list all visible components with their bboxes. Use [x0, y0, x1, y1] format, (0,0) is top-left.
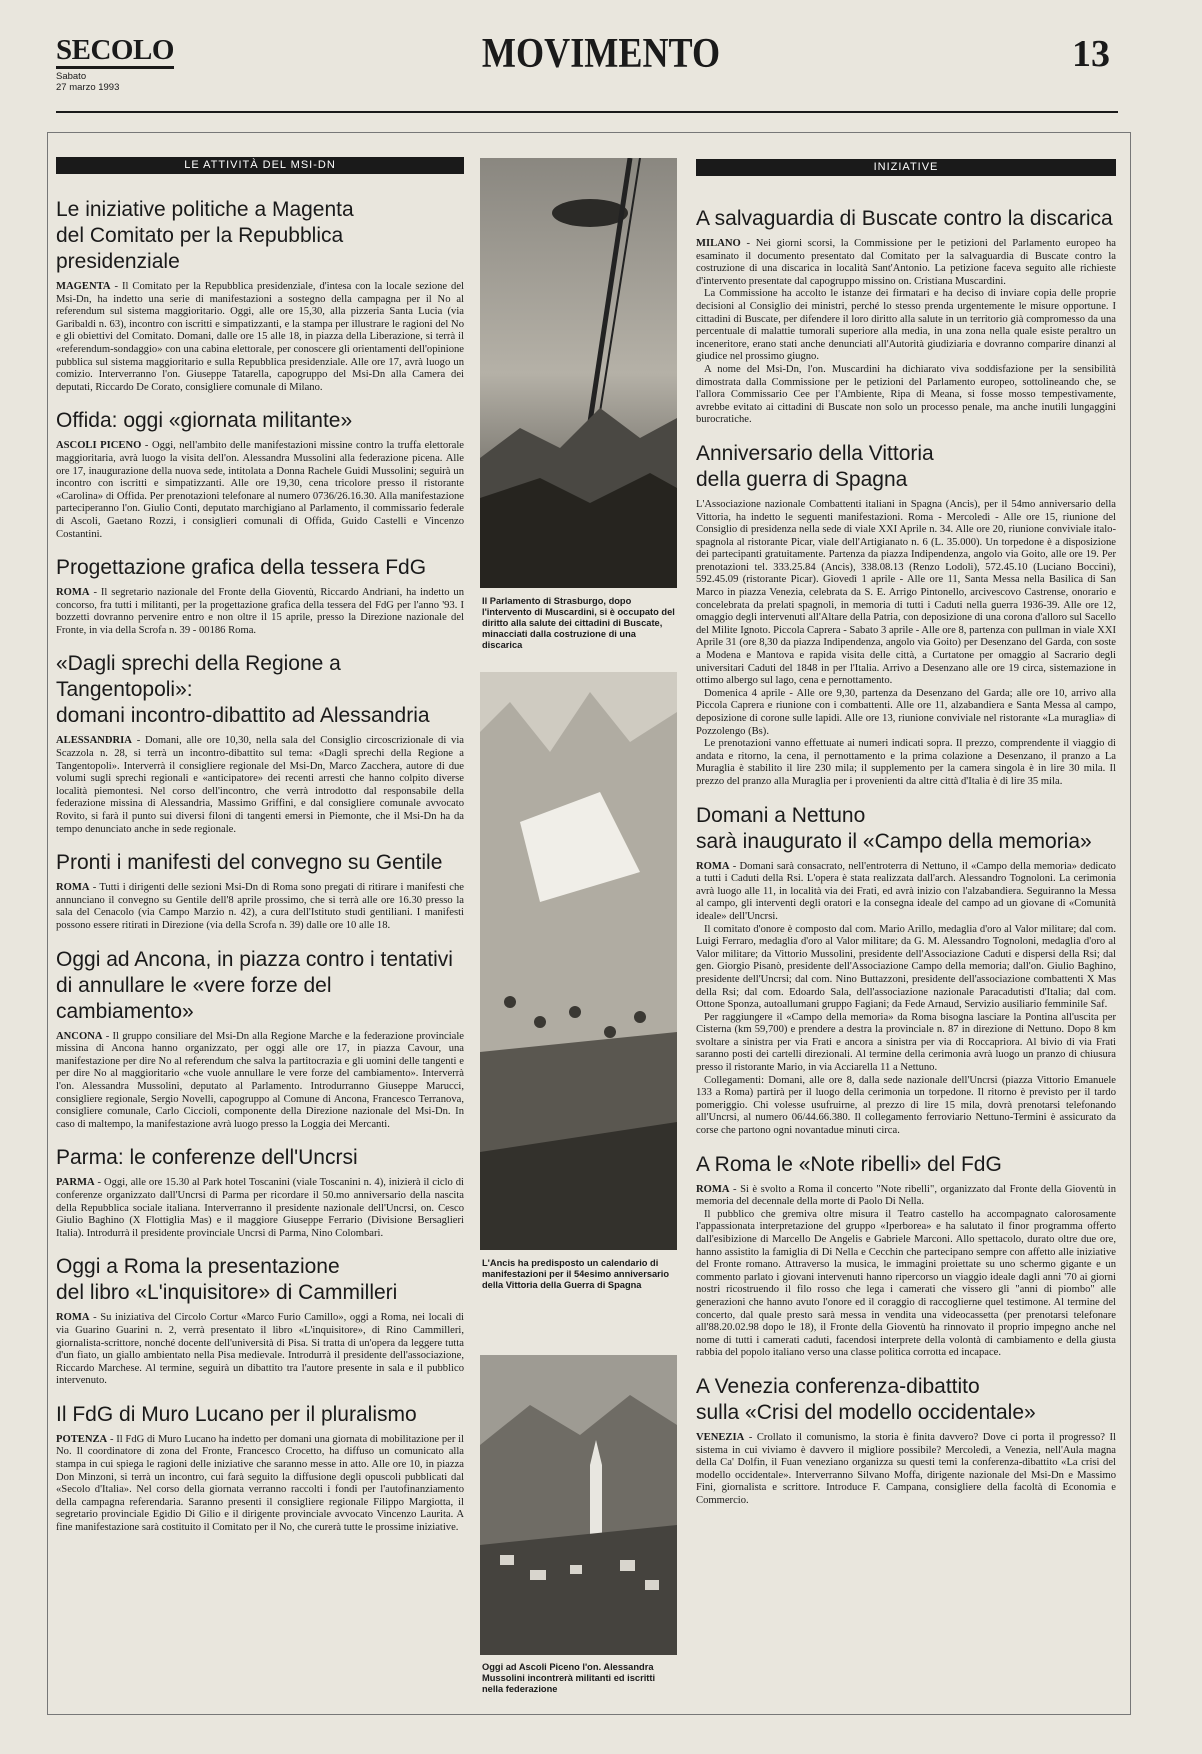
- article-body: [56, 1177, 464, 1240]
- article: [56, 1254, 464, 1388]
- paragraph-text: - Nei giorni scorsi, la Commissione per le petizioni del Parlamento europeo ha esaminato il documento presentato dal Comitato per la salvaguardia di Buscate contro la costruzione di una discarica in località Sant'Antonio. La petizione faceva seguito alle richieste d'intervento presentate dal capogruppo missino on. Cristiana Muscardini.: [696, 238, 1116, 287]
- article-dateline: ROMA: [56, 882, 90, 894]
- headline-line: Anniversario della Vittoria: [696, 441, 934, 465]
- article: [56, 651, 464, 836]
- article-body: [696, 1184, 1116, 1360]
- article-headline: [696, 441, 1116, 493]
- article-body: [696, 861, 1116, 1138]
- article-headline: [696, 1374, 1116, 1426]
- headline-line: «Dagli sprechi della Regione a Tangentopoli»:: [56, 652, 341, 702]
- headline-line: Offida: oggi «giornata militante»: [56, 409, 353, 433]
- paragraph-text: A nome del Msi-Dn, l'on. Muscardini ha dichiarato viva soddisfazione per la sensibilità dimostrata dalla Commissione per le petizioni del Parlamento europeo, sottolineando che, se l'allora Commissario Cee per l'Ambiente, Ripa di Meana, si fosse mosso tempestivamente, avrebbe evitato ai cittadini di Buscate non solo un processo penale, ma anche inutili lungaggini burocratiche.: [696, 363, 1116, 426]
- article-body: [56, 281, 464, 394]
- headline-line: Oggi a Roma la presentazione: [56, 1255, 340, 1279]
- article-headline: [56, 850, 464, 876]
- headline-line: del Comitato per la Repubblica presidenziale: [56, 224, 344, 273]
- article-headline: [56, 408, 464, 434]
- article: [56, 197, 464, 394]
- article-body: [696, 1432, 1116, 1508]
- article-dateline: ROMA: [696, 860, 730, 872]
- issue-date: 27 marzo 1993: [56, 82, 120, 93]
- article: [56, 850, 464, 932]
- paragraph-text: L'Associazione nazionale Combattenti italiani in Spagna (Ancis), per il 54mo anniversario della Vittoria, ha indetto le seguenti manifestazioni. Roma - Mercoledì - Alle ore 15, riunione del Consiglio di presidenza nella sede di viale XXI Aprile n. 34. Alle ore 20, riunione conviviale italo-spagnola al ristorante Picar, viale dell'Artigianato n. 6 (L. 35.000). Un torpedone è a disposizione dei partecipanti gratuitamente. Partenza da piazza Indipendenza, angolo via Goito, alle ore 19. Per prenotazioni tel. 333.25.84 (Ancis), 338.08.13 (Renzo Lodoli), 572.45.10 (Luciano Boccini), 592.45.09 (ristorante Picar). Giovedì 1 aprile - Alle ore 11, Santa Messa nella Basilica di San Marco in piazza Venezia, celebrata da S. E. Arrigo Pintonello, arcivescovo Castrense, onorario e concelebrata da prelati spagnoli, in memoria di tutti i Caduti nella guerra 1936-39. Alle ore 12, omaggio degli intervenuti all'Altare della Patria, con deposizione di una corona d'alloro sul Sacello del Milite Ignoto. Piccola Caprera - Sabato 3 aprile - Alle ore 8, partenza con pullman in viale XXI Aprile 31 (ore 8,30 da piazza Indipendenza, angolo via Goito) per Desenzano del Garda, con soste a Modena e Mantova e rapida visita delle città, a Curtatone per omaggio al Sacrario degli universitari Caduti del 1848 in per l'Italia. Arrivo a Desenzano alle ore 19 circa, sistemazione in ottimo albergo sul lago, cena e pernottamento.: [696, 498, 1116, 687]
- article-headline: [696, 206, 1116, 232]
- paragraph-text: - Oggi, alle ore 15.30 al Park hotel Toscanini (viale Toscanini n. 4), inizierà il ciclo di conferenze organizzato dall'Uncrsi di Parma per ricordare il 50.mo anniversario della nascita della Repubblica sociale italiana. Interverranno il presidente nazionale dell'Uncrsi, on. Cesco Giulio Baghino (X Flottiglia Mas) e il maggiore Giuseppe Ferrario (Divisione Bersaglieri Italia). Introdurrà il presidente provinciale Uncrsi di Parma, Nino Colombari.: [56, 1177, 464, 1239]
- article: [56, 1402, 464, 1535]
- right-column: [696, 206, 1116, 1522]
- article-dateline: ROMA: [56, 1312, 90, 1324]
- article-body: [56, 735, 464, 836]
- headline-line: A Venezia conferenza-dibattito: [696, 1374, 980, 1398]
- paragraph-text: - Il segretario nazionale del Fronte della Gioventù, Riccardo Andriani, ha indetto un concorso, fra tutti i militanti, per la progettazione grafica della tessera del FdG per l'anno '93. I bozzetti dovranno pervenire entro e non oltre il 15 aprile, presso la Direzione nazionale del Fronte, in via della Scrofa n. 39 - 00186 Roma.: [56, 587, 464, 636]
- article-body: [696, 238, 1116, 427]
- headline-line: Pronti i manifesti del convegno su Gentile: [56, 851, 443, 875]
- article: [696, 1152, 1116, 1360]
- article-paragraph: [696, 861, 1116, 924]
- article: [56, 555, 464, 637]
- article: [696, 1374, 1116, 1508]
- article: [56, 408, 464, 541]
- article-paragraph: [696, 688, 1116, 738]
- paragraph-text: - Il FdG di Muro Lucano ha indetto per domani una giornata di mobilitazione per il No. Il coordinatore di zona del Fronte, Francesco Crocetto, ha diffuso un comunicato alla stampa in cui spiega le ragioni delle iniziative che saranno messe in atto. Alle ore 10, in piazza Don Minzoni, si terrà un incontro, cui farà seguito la diffusione degli opuscoli pubblicati dal «Secolo d'Italia». Nel corso della giornata verranno raccolti i fondi per l'autofinanziamento della campagna referendaria. Saranno presenti il consigliere regionale Filippo Margiotta, il segretario provinciale Egidio Di Gilio e il dirigente provinciale avvocato Vincenzo Laurita. A fine manifestazione sarà costituito il Comitato per il No, che curerà tutte le prossime iniziative.: [56, 1433, 464, 1534]
- article-body: [56, 440, 464, 541]
- paragraph-text: Collegamenti: Domani, alle ore 8, dalla sede nazionale dell'Uncrsi (piazza Vittorio Emanuele 133 a Roma) partirà per il luogo della cerimonia un torpedone. Il ritorno è previsto per il tardo pomeriggio. Chi volesse usufruirne, al prezzo di lire 15 mila, dovrà prenotarsi telefonando all'Uncrsi, al numero 06/44.66.380. Il collegamento ferroviario Nettuno-Termini è assicurato da corse che partono ogni novantadue minuti circa.: [696, 1074, 1116, 1137]
- article-dateline: MILANO: [696, 238, 741, 249]
- paragraph-text: - Si è svolto a Roma il concerto "Note ribelli", organizzato dal Fronte della Gioventù in memoria del decennale della morte di Paolo Di Nella.: [696, 1183, 1116, 1208]
- article-paragraph: [56, 440, 464, 541]
- article-paragraph: [696, 1075, 1116, 1138]
- issue-day: Sabato: [56, 71, 87, 82]
- article-headline: [56, 947, 464, 1025]
- ascoli-photo: [480, 1355, 677, 1655]
- headline-line: sarà inaugurato il «Campo della memoria»: [696, 829, 1092, 853]
- article-dateline: ROMA: [696, 1183, 730, 1195]
- article-paragraph: [696, 1209, 1116, 1360]
- article-paragraph: [56, 1434, 464, 1535]
- paragraph-text: Per raggiungere il «Campo della memoria» da Roma bisogna lasciare la Pontina all'uscita per Cisterna (km 59,700) e prendere a destra la provinciale n. 87 in direzione di Nettuno. Dopo 8 km svoltare a sinistra per via Frati e ancora a sinistra per via di Roccapriora. Al bivio di via Frati saranno posti dei cartelli direzionali. Al termine della cerimonia avrà luogo un pranzo di chiusura presso il ristorante Mario, in via Acciarella 11 a Nettuno.: [696, 1011, 1116, 1074]
- article: [56, 947, 464, 1132]
- article-dateline: ROMA: [56, 587, 90, 599]
- article-headline: [56, 197, 464, 275]
- paragraph-text: - Crollato il comunismo, la storia è finita davvero? Dove ci porta il progresso? Il sistema in cui viviamo è davvero il migliore possibile? Mercoledì, a Venezia, nell'Aula magna della Ca' Dolfin, il Fuan veneziano organizza su questi temi la conferenza-dibattito «La crisi del modello occidentale». Interverranno Silvano Moffa, dirigente nazionale del Msi-Dn e Massimo Fini, giornalista e scrittore. Introduce F. Campana, consigliere della facoltà di Economia e Commercio.: [696, 1431, 1116, 1506]
- article-headline: [56, 1145, 464, 1171]
- paragraph-text: - Oggi, nell'ambito delle manifestazioni missine contro la truffa elettorale maggioritaria, avrà luogo la visita dell'on. Alessandra Mussolini alla federazione picena. Alle ore 17, inaugurazione della nuova sede, intitolata a Donna Rachele Guidi Mussolini; seguirà un incontro con iscritti e simpatizzanti. Alle ore 19,30, cena tricolore presso il ristorante «Carolina» di Offida. Per prenotazioni telefonare al numero 0736/26.16.30. Alla manifestazione parteciperanno l'on. Giulio Conti, deputato marchigiano al Parlamento, il commissario federale di Ascoli, Gaetano Rozzi, i consiglieri comunali di Offida, Guido Castelli e Vincenzo Costantini.: [56, 440, 464, 540]
- article-paragraph: [56, 882, 464, 932]
- photo-caption-3: Oggi ad Ascoli Piceno l'on. Alessandra Mussolini incontrerà militanti ed iscritti nella federazione: [482, 1662, 656, 1694]
- section-title: MOVIMENTO: [481, 31, 721, 77]
- article-dateline: VENEZIA: [696, 1431, 745, 1443]
- article-paragraph: [696, 1432, 1116, 1508]
- parliament-photo: [480, 158, 677, 588]
- page-number: 13: [1072, 33, 1110, 75]
- paragraph-text: - Domani sarà consacrato, nell'entroterra di Nettuno, il «Campo della memoria» dedicato a tutti i Caduti della Rsi. L'opera è stata realizzata dall'arch. Alessandro Tognoloni. La cerimonia avrà luogo alle 11, in località via dei Frati, ed avrà inizio con l'alzabandiera. Seguiranno la Messa al campo, gli interventi degli oratori e la consegna ideale del campo ad un giovane di «Comunità ideale» dell'Uncrsi.: [696, 860, 1116, 922]
- paragraph-text: - Il Comitato per la Repubblica presidenziale, d'intesa con la locale sezione del Msi-Dn, ha indetto una serie di manifestazioni a sostegno della campagna per il No al referendum sul sistema maggioritario. Oggi, alle ore 15,30, alla pizzeria Santa Lucia (via Garibaldi n. 63), incontro con iscritti e simpatizzanti, e la stampa per illustrare le ragioni del No e gli obiettivi del Comitato. Domani, dalle ore 15 alle 18, in piazza della Liberazione, si terrà il «referendum-sondaggio» con una cabina elettorale, per conoscere gli orientamenti dell'opinione pubblica sul sistema maggioritario e sulla Repubblica presidenziale. Alle ore 17, avrà luogo un comizio. Interverranno l'on. Giuseppe Tatarella, capogruppo del Msi-Dn alla Camera dei deputati, Riccardo De Corato, consigliere comunale di Milano.: [56, 281, 465, 393]
- paragraph-text: - Tutti i dirigenti delle sezioni Msi-Dn di Roma sono pregati di ritirare i manifesti che annunciano il convegno su Gentile dell'8 aprile prossimo, che si terrà alle ore 16.30 presso la sala del Cenacolo (via Campo Marzio n. 42), a cura dell'Istituto studi gentiliani. I manifesti possono essere ritirati in Direzione (via della Scrofa n. 39) dalle ore 10 alle 18.: [56, 882, 464, 931]
- paragraph-text: Domenica 4 aprile - Alle ore 9,30, partenza da Desenzano del Garda; alle ore 10, arrivo alla Piccola Caprera e riunione con i combattenti. Alle ore 11, alzabandiera e Santa Messa al campo, deposizione di corone sulle lapidi. Alle ore 13, riunione conviviale nel ristorante «La muraglia» di Pozzolengo (Bs).: [696, 687, 1116, 737]
- article-headline: [56, 555, 464, 581]
- headline-line: Progettazione grafica della tessera FdG: [56, 556, 427, 580]
- newspaper-logo: SECOLO: [56, 34, 174, 66]
- article-body: [56, 1434, 464, 1535]
- headline-line: A salvaguardia di Buscate contro la discarica: [696, 207, 1113, 230]
- headline-line: sulla «Crisi del modello occidentale»: [696, 1400, 1036, 1424]
- article-body: [56, 1312, 464, 1388]
- paragraph-text: - Domani, alle ore 10,30, nella sala del Consiglio circoscrizionale di via Scazzola n. 28, si terrà un incontro-dibattito sul tema: «Dagli sprechi della Regione a Tangentopoli». Interverrà il consigliere regionale del Msi-Dn, Marco Zacchera, autore di due volumi sugli sprechi regionali e «anticipatore» dei recenti arresti che hanno colpito diverse località piemontesi. Nel corso dell'incontro, che verrà introdotto dal responsabile della federazione missina di Alessandria, Massimo Griffini, e dal consigliere comunale avvocato Rovito, si farà il punto sui diversi filoni di tangenti emersi in Piemonte, che il Msi-Dn ha da tempo denunciato anche in sede regionale.: [56, 735, 464, 835]
- article-headline: [56, 651, 464, 729]
- article-dateline: PARMA: [56, 1177, 95, 1189]
- article: [696, 441, 1116, 789]
- article-paragraph: [56, 1031, 464, 1132]
- headline-line: Oggi ad Ancona, in piazza contro i tentativi: [56, 947, 453, 971]
- article-headline: [696, 1152, 1116, 1178]
- article-paragraph: [696, 364, 1116, 427]
- article-paragraph: [56, 1177, 464, 1240]
- headline-line: A Roma le «Note ribelli» del FdG: [696, 1152, 1002, 1176]
- article-dateline: ALESSANDRIA: [56, 735, 132, 747]
- article-paragraph: [56, 1312, 464, 1388]
- article-body: [696, 499, 1116, 789]
- headline-line: della guerra di Spagna: [696, 467, 908, 491]
- paragraph-text: Il pubblico che gremiva oltre misura il Teatro castello ha accompagnato calorosamente l'appassionata interpretazione del gruppo «Iperborea» e ha salutato il finor programma offerto dall'esibizione di Marcello De Angelis e Gabriele Marconi. Allo spettacolo, durato oltre due ore, hanno assistito la famiglia di Di Nella e Cecchin che partecipano sempre con affetto alle iniziative del Fronte romano. Attraverso la musica, le immagini proiettate su uno schermo gigante e un commento parlato i giovani intervenuti hanno ripercorso un viaggio ideale dagli anni '70 ai giorni nostri ricostruendo il filo rosso che lega i camerati che vissero gli "anni di piombo" alle generazioni che hanno avuto l'onore ed il coraggio di raccoglierne quel testimone. Al termine del concerto, dal quale presto sarà messa in vendita una videocassetta (per prenotarsi telefonare all'88.20.02.98 dopo le 18), il Fronte della Gioventù ha rinnovato il proprio impegno anche nel nome di tutti i camerati caduti, facendosi interprete della volontà di cambiamento e della giusta rabbia del popolo italiano verso una classe politica corrotta ed incapace.: [696, 1208, 1116, 1359]
- photo-caption-2: L'Ancis ha predisposto un calendario di manifestazioni per il 54esimo anniversario della Vittoria della Guerra di Spagna: [482, 1258, 670, 1290]
- paragraph-text: Il comitato d'onore è composto dal com. Mario Arillo, medaglia d'oro al Valor militare; dal com. Luigi Ferraro, medaglia d'oro al Valor militare; da G. M. Alessandro Tognoloni, medaglia d'oro al Valor militare; da Vittorio Mussolini, presidente dell'Associazione Caduti e dispersi della Rsi; dal gen. Giorgio Pisanò, presidente dell'Associazione Campo della memoria; dall'on. Giulio Baghino, presidente dell'Uncrsi; dal com. Nino Buttazzoni, presidente dell'associazione combattenti X Mas della Rsi; dal com. Edoardo Sala, dell'associazione nazionale Paracadutisti d'Italia; dal com. Ottone Sponza, autoallumani gruppo Fagiani; da Fede Arnaud, Servizio ausiliario femminile Saf.: [696, 923, 1116, 1011]
- headline-line: domani incontro-dibattito ad Alessandria: [56, 704, 430, 728]
- article-dateline: POTENZA: [56, 1433, 108, 1445]
- left-column: [56, 197, 464, 1549]
- article-paragraph: [56, 587, 464, 637]
- article-paragraph: [696, 924, 1116, 1012]
- article-dateline: ASCOLI PICENO: [56, 440, 142, 452]
- article-body: [56, 587, 464, 637]
- article-paragraph: [696, 1184, 1116, 1209]
- headline-line: Domani a Nettuno: [696, 803, 866, 827]
- headline-line: del libro «L'inquisitore» di Cammilleri: [56, 1281, 398, 1305]
- article-dateline: MAGENTA: [56, 281, 111, 292]
- spanish-war-photo: [480, 672, 677, 1250]
- article-paragraph: [696, 738, 1116, 788]
- left-section-label: LE ATTIVITÀ DEL MSI-DN: [56, 157, 464, 174]
- headline-line: Parma: le conferenze dell'Uncrsi: [56, 1146, 358, 1170]
- headline-line: Le iniziative politiche a Magenta: [56, 198, 354, 221]
- article-body: [56, 882, 464, 932]
- article-paragraph: [696, 288, 1116, 364]
- paragraph-text: - Il gruppo consiliare del Msi-Dn alla Regione Marche e la federazione provinciale missina di Ancona hanno organizzato, per oggi alle ore 17, in piazza Cavour, una manifestazione per dire No al referendum che salva la partitocrazia e gli uomini delle tangenti e per dire No al maggioritario «che vuole annullare le vere forze del cambiamento». Interverrà l'on. Alessandra Mussolini, deputato al Parlamento. Introdurranno Giuseppe Marucci, consigliere regionale, Sergio Novelli, capogruppo al Comune di Ancona, Francesco Terranova, consigliere comunale, Carlo Ciccioli, componente della Direzione nazionale del Msi-Dn. In caso di maltempo, la manifestazione avrà luogo presso la Loggia dei Mercanti.: [56, 1030, 465, 1130]
- article: [56, 1145, 464, 1240]
- article-paragraph: [56, 735, 464, 836]
- headline-line: Il FdG di Muro Lucano per il pluralismo: [56, 1402, 417, 1426]
- article: [696, 206, 1116, 427]
- paragraph-text: Le prenotazioni vanno effettuate ai numeri indicati sopra. Il prezzo, comprendente il viaggio di andata e ritorno, la cena, il pernottamento e la prima colazione a Desenzano, il pranzo a La Muraglia è stabilito il lire 230 mila; il supplemento per la camera singola è in lire 30 mila. Il prezzo del pranzo alla Muraglia per i provenienti da altre città d'Italia è di lire 35 mila.: [696, 738, 1116, 787]
- article-paragraph: [696, 499, 1116, 688]
- masthead-rule: [56, 111, 1118, 113]
- article-paragraph: [696, 238, 1116, 288]
- article-paragraph: [56, 281, 464, 394]
- article-dateline: ANCONA: [56, 1030, 103, 1042]
- photo-caption-1: Il Parlamento di Strasburgo, dopo l'intervento di Muscardini, si è occupato del diritto alla salute dei cittadini di Buscate, minacciati dalla costruzione di una discarica: [482, 596, 675, 650]
- article-body: [56, 1031, 464, 1132]
- paragraph-text: - Su iniziativa del Circolo Cortur «Marco Furio Camillo», oggi a Roma, nei locali di via Guarino Guarini n. 2, verrà presentato il libro «L'inquisitore», di Rino Cammilleri, giornalista-scrittore, nonché docente dell'università di Pisa. Si tratta di un'opera da leggere tutta d'un fiato, un giallo ambientato nella Pisa medievale. Introdurrà il presidente dell'associazione, Riccardo Marchese. Al termine, seguirà un dibattito tra l'autore presente in sala e il pubblico intervenuto.: [56, 1312, 464, 1387]
- article-headline: [696, 803, 1116, 855]
- right-section-label: INIZIATIVE: [696, 159, 1116, 176]
- article-paragraph: [696, 1012, 1116, 1075]
- article-headline: [56, 1254, 464, 1306]
- article: [696, 803, 1116, 1138]
- paragraph-text: La Commissione ha accolto le istanze dei firmatari e ha deciso di inviare copia delle proprie decisioni al Consiglio dei ministri, perché lo stesso prenda urgentemente le misure opportune. I cittadini di Buscate, per difendere il loro diritto alla salute in un territorio già compromesso da una percentuale di malattie tumorali superiore alla media, in una zona nella quale esiste peraltro un inceneritore, erano stati anche denunciati all'Autorità giudiziaria e dovranno comparire dinanzi al giudice nel prossimo giugno.: [696, 288, 1116, 363]
- article-headline: [56, 1402, 464, 1428]
- headline-line: di annullare le «vere forze del cambiamento»: [56, 973, 332, 1023]
